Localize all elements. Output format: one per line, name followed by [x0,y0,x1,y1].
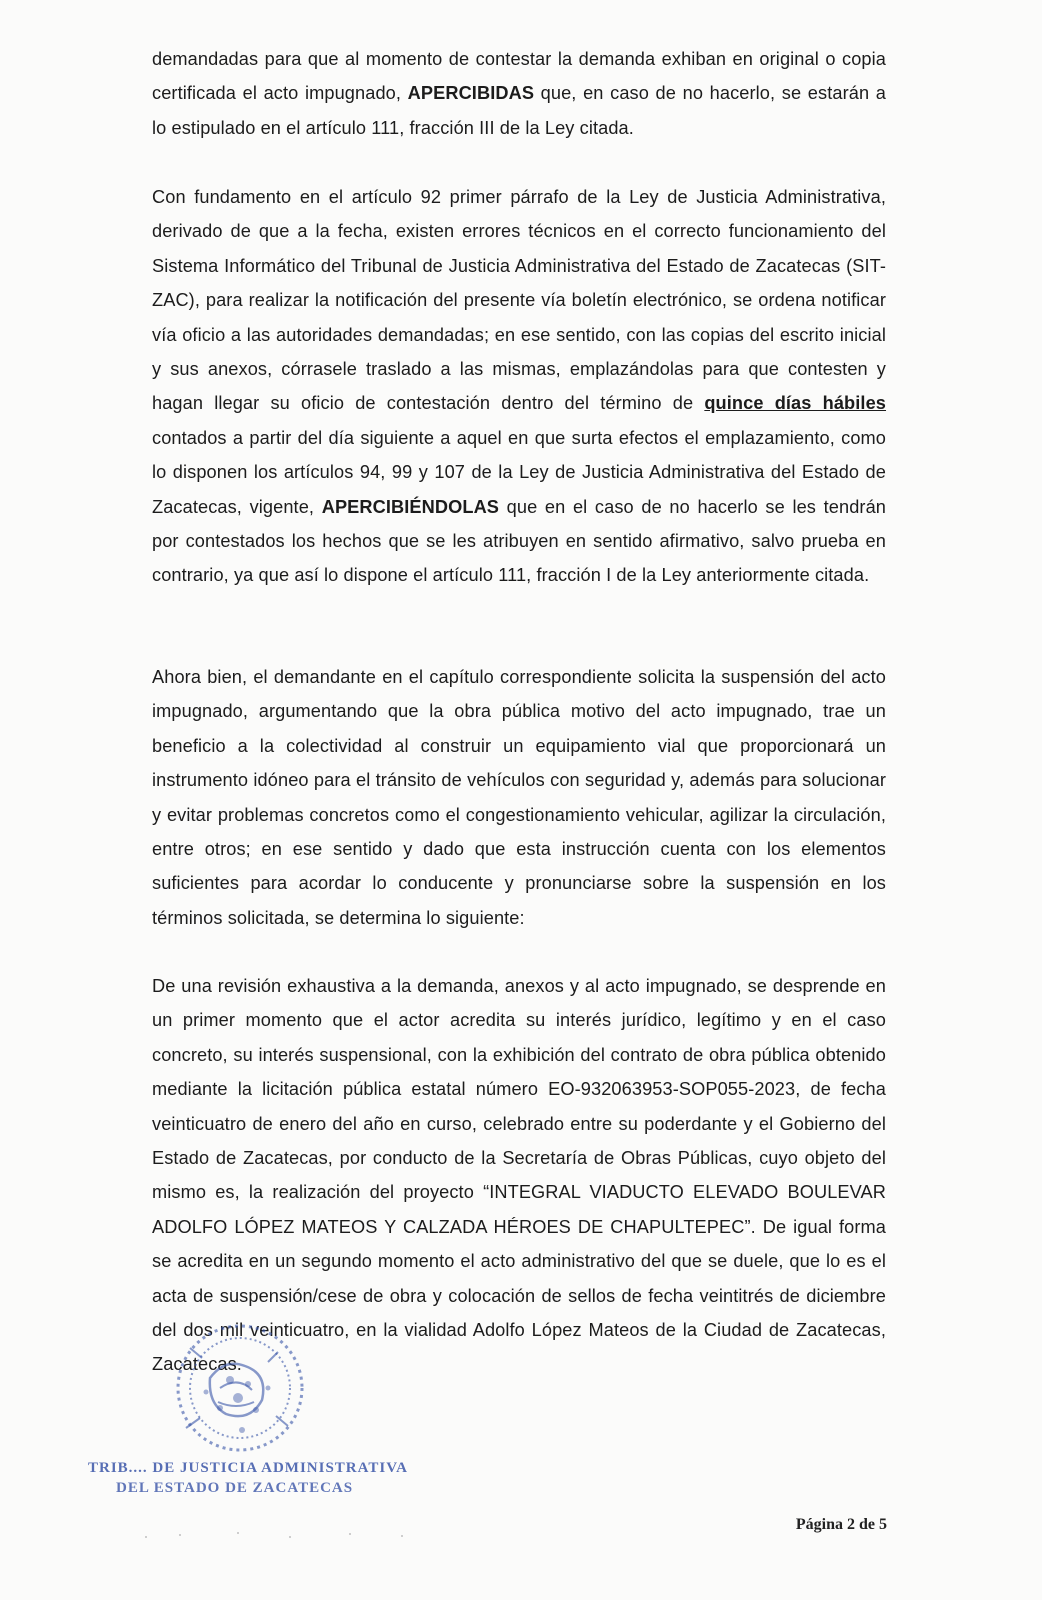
official-seal-icon [150,1318,305,1468]
paragraph-1-text-c: que, en caso de no hacerlo, se estarán a lo estipulado en el artículo 111, fracción III de la Ley citada. [152,83,886,138]
paragraph-2-text-e: que en el caso de no hacerlo se les tendrán por contestados los hechos que se les atribuyen en sentido afirmativo, salvo prueba en contrario, ya que así lo dispone el artículo 111, fracción I de la Ley anteriormente citada. [152,496,886,586]
term-emphasis: quince días hábiles [704,393,887,414]
paragraph-2-text-c: contados a partir del día siguiente a aquel en que surta efectos el emplazamiento, como lo disponen los artículos 94, 99 y 107 de la Ley de Justicia Administrativa del Estado de Zacatecas, vigente, [152,427,886,517]
page-number: Página 2 de 5 [795,1516,887,1533]
apercibiendolas-emphasis: APERCIBIÉNDOLAS [321,496,500,517]
paragraph-4-text: De una revisión exhaustiva a la demanda, anexos y al acto impugnado, se desprende en un primer momento que el actor acredita su interés jurídico, legítimo y en el caso concreto, su interés suspensional, con la exhibición del contrato de obra pública obtenido mediante la licitación pública estatal número EO-932063953-SOP055-2023, de fecha veinticuatro de enero del año en curso, celebrado entre su poderdante y el Gobierno del Estado de Zacatecas, por conducto de la Secretaría de Obras Públicas, cuyo objeto del mismo es, la realización del proyecto “INTEGRAL VIADUCTO ELEVADO BOULEVAR ADOLFO LÓPEZ MATEOS Y CALZADA HÉROES DE CHAPULTEPEC”. De igual forma se acredita en un segundo momento el acto administrativo del que se duele, que lo es el acta de suspensión/cese de obra y colocación de sellos de fecha veintitrés de diciembre del dos mil veinticuatro, en la vialidad Adolfo López Mateos de la Ciudad de Zacatecas, Zacatecas. [152,976,886,1375]
paragraph-1 [152,42,886,145]
paragraph-3-text: Ahora bien, el demandante en el capítulo correspondiente solicita la suspensión del acto impugnado, argumentando que la obra pública motivo del acto impugnado, trae un beneficio a la colectividad al construir un equipamiento vial que proporcionará un instrumento idóneo para el tránsito de vehículos con seguridad y, además para solucionar y evitar problemas concretos como el congestionamiento vehicular, agilizar la circulación, entre otros; en ese sentido y dado que esta instrucción cuenta con los elementos suficientes para acordar lo conducente y pronunciarse sobre la suspensión en los términos solicitada, se determina lo siguiente: [152,667,886,928]
apercibidas-emphasis: APERCIBIDAS [407,83,535,104]
stamp-line-2: DEL ESTADO DE ZACATECAS [116,1480,354,1496]
paragraph-3 [152,660,886,935]
paragraph-2-text-a: Con fundamento en el artículo 92 primer párrafo de la Ley de Justicia Administrativa, derivado de que a la fecha, existen errores técnicos en el correcto funcionamiento del Sistema Informático del Tribunal de Justicia Administrativa del Estado de Zacatecas (SIT-ZAC), para realizar la notificación del presente vía boletín electrónico, se ordena notificar vía oficio a las autoridades demandadas; en ese sentido, con las copias del escrito inicial y sus anexos, córrasele traslado a las mismas, emplazándolas para que contesten y hagan llegar su oficio de contestación dentro del término de [152,187,886,414]
paragraph-1-text-a: demandadas para que al momento de contestar la demanda exhiban en original o copia certificada el acto impugnado, [152,49,886,104]
stamp-line-1: TRIB.... DE JUSTICIA ADMINISTRATIVA [88,1460,408,1476]
scan-specks-icon [140,1525,440,1545]
paragraph-2 [152,180,886,593]
